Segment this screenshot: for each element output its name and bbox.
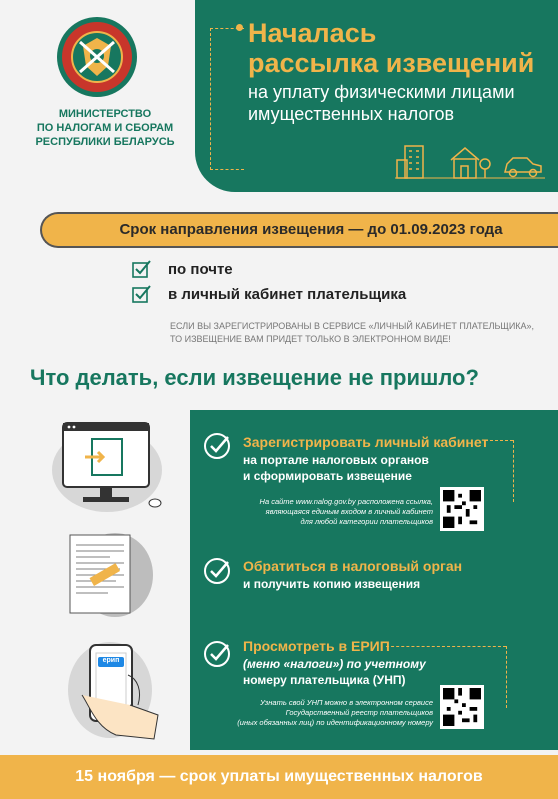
step-1-note: На сайте www.nalog.gov.by расположена ссылка, являющаяся единым входом в личный кабинет для любой категории плательщиков (259, 497, 433, 526)
footer-text: 15 ноября — срок уплаты имущественных налогов (75, 768, 483, 785)
footer-banner (0, 755, 558, 799)
step-3-connector (386, 646, 506, 647)
check-circle-icon (203, 640, 231, 668)
delivery-option-label: в личный кабинет плательщика (168, 285, 407, 303)
step-1-connector (485, 440, 513, 441)
check-circle-icon (203, 557, 231, 585)
hero-decor-dot (236, 24, 243, 31)
delivery-option-label: по почте (168, 260, 233, 278)
ministry-name: МИНИСТЕРСТВО ПО НАЛОГАМ И СБОРАМ РЕСПУБЛИКИ БЕЛАРУСЬ (35, 108, 175, 148)
house-icon (451, 148, 490, 178)
delivery-note: ЕСЛИ ВЫ ЗАРЕГИСТРИРОВАНЫ В СЕРВИСЕ «ЛИЧНЫЙ КАБИНЕТ ПЛАТЕЛЬЩИКА», ТО ИЗВЕЩЕНИЕ ВАМ ПРИДЕТ ТОЛЬКО В ЭЛЕКТРОННОМ ВИДЕ! (170, 321, 535, 344)
delivery-option-cabinet (132, 285, 406, 303)
delivery-option-mail (132, 260, 233, 278)
ministry-emblem (56, 16, 138, 98)
step-1-text: на портале налоговых органов и сформировать извещение (243, 453, 429, 483)
qr-code[interactable] (440, 487, 484, 531)
checkbox-icon (132, 260, 152, 278)
step-3-note: Узнать свой УНП можно в электронном сервисе Государственный реестр плательщиков (иных обязанных лиц) по идентификационному номеру (237, 698, 433, 727)
phone-app-label: ерип (102, 657, 120, 664)
computer-illustration (45, 415, 170, 515)
step-2-title: Обратиться в налоговый орган (243, 558, 463, 574)
car-icon (505, 158, 541, 177)
step-3-text: номеру плательщика (УНП) (243, 673, 406, 687)
step-1-title: Зарегистрировать личный кабинет (243, 434, 489, 450)
hero-decor-dashed (210, 28, 244, 170)
step-3-connector (506, 646, 507, 708)
deadline-banner (40, 212, 558, 248)
deadline-text: Срок направления извещения — до 01.09.2023 года (119, 221, 503, 238)
hero-subtitle: на уплату физическими лицами имущественных налогов (248, 82, 515, 124)
step-3-title: Просмотреть в ЕРИП (243, 638, 390, 654)
step-3-text: (меню «налоги») по учетному (243, 657, 426, 671)
question-heading: Что делать, если извещение не пришло? (30, 365, 479, 390)
phone-illustration (60, 635, 170, 745)
document-illustration (60, 525, 155, 620)
checkbox-icon (132, 285, 152, 303)
step-2-text: и получить копию извещения (243, 577, 421, 591)
step-1-connector (513, 440, 514, 502)
qr-code[interactable] (440, 685, 484, 729)
building-icon (397, 146, 423, 178)
property-icons (395, 138, 545, 180)
hero-title: Началась рассылка извещений (248, 18, 535, 78)
check-circle-icon (203, 432, 231, 460)
